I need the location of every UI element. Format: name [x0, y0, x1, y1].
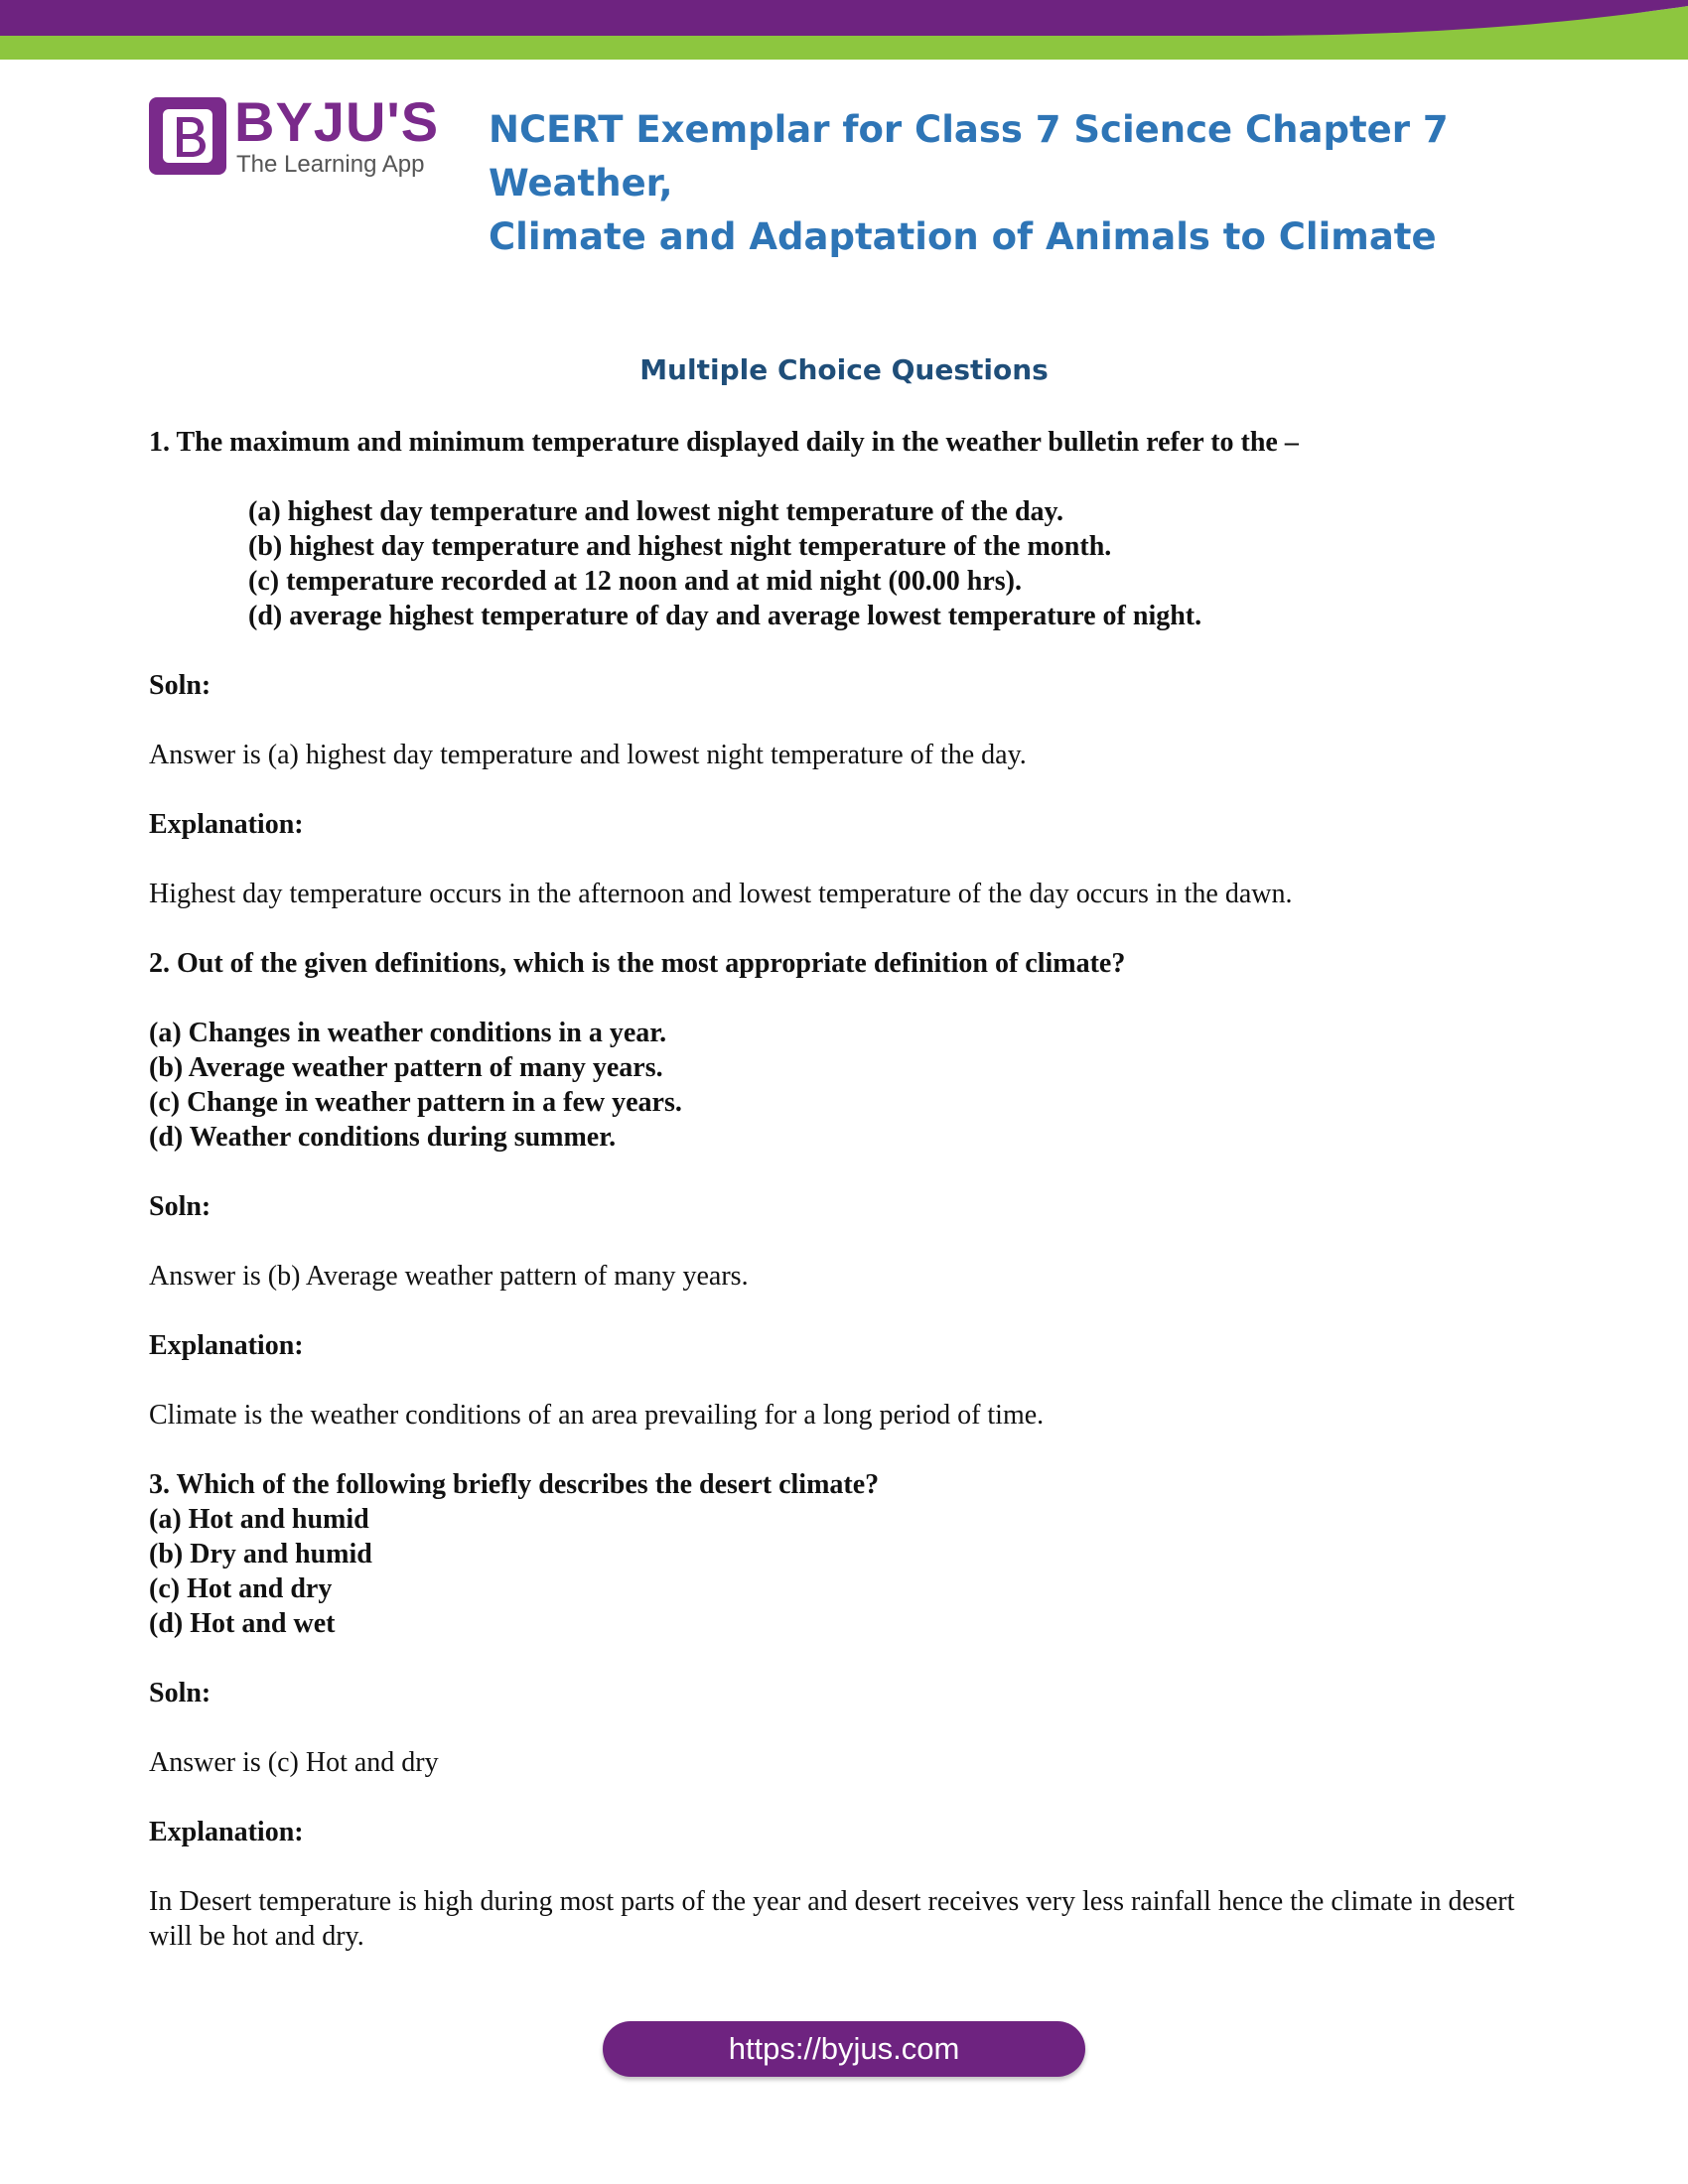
question-2-explanation-label: Explanation: — [149, 1330, 304, 1361]
logo-brand-name: BYJU'S — [234, 90, 440, 153]
question-2-option-a: (a) Changes in weather conditions in a year. — [149, 1018, 667, 1048]
questions-content — [149, 425, 1539, 1954]
logo-tagline: The Learning App — [236, 151, 425, 178]
question-1-option-a: (a) highest day temperature and lowest night temperature of the day. — [248, 496, 1064, 527]
question-3-answer: Answer is (c) Hot and dry — [149, 1747, 439, 1778]
document-title: NCERT Exemplar for Class 7 Science Chapter 7 Weather, Climate and Adaptation of Animals to Climate — [489, 108, 1449, 258]
question-1-option-c: (c) temperature recorded at 12 noon and at mid night (00.00 hrs). — [248, 566, 1023, 597]
question-2-explanation: Climate is the weather conditions of an area prevailing for a long period of time. — [149, 1400, 1045, 1431]
question-3-explanation: In Desert temperature is high during most parts of the year and desert receives very less rainfall hence the climate in desert will be hot and dry. — [149, 1886, 1515, 1952]
question-2-soln-label: Soln: — [149, 1191, 211, 1222]
logo-mark — [149, 97, 226, 175]
question-2-option-b: (b) Average weather pattern of many years. — [149, 1052, 663, 1083]
question-3-soln-label: Soln: — [149, 1678, 211, 1708]
question-2-option-d: (d) Weather conditions during summer. — [149, 1122, 617, 1153]
top-decorative-band — [0, 0, 1688, 60]
question-2-option-c: (c) Change in weather pattern in a few years. — [149, 1087, 682, 1118]
question-1-explanation: Highest day temperature occurs in the afternoon and lowest temperature of the day occurs in the dawn. — [149, 879, 1293, 909]
question-3-explanation-label: Explanation: — [149, 1817, 304, 1847]
footer-url-link[interactable]: https://byjus.com — [603, 2021, 1085, 2077]
question-3-option-b: (b) Dry and humid — [149, 1539, 372, 1570]
logo-b-icon — [161, 107, 214, 165]
question-1-soln-label: Soln: — [149, 670, 211, 701]
question-3-text: 3. Which of the following briefly describes the desert climate? — [149, 1469, 880, 1500]
question-1-explanation-label: Explanation: — [149, 809, 304, 840]
question-3-option-d: (d) Hot and wet — [149, 1608, 336, 1639]
question-2-text: 2. Out of the given definitions, which is the most appropriate definition of climate? — [149, 948, 1126, 979]
question-1-option-b: (b) highest day temperature and highest night temperature of the month. — [248, 531, 1112, 562]
question-1-answer: Answer is (a) highest day temperature and lowest night temperature of the day. — [149, 740, 1027, 770]
question-3-option-a: (a) Hot and humid — [149, 1504, 369, 1535]
byjus-logo — [149, 90, 440, 185]
question-1-option-d: (d) average highest temperature of day and average lowest temperature of night. — [248, 601, 1202, 631]
question-2-answer: Answer is (b) Average weather pattern of many years. — [149, 1261, 749, 1292]
section-heading: Multiple Choice Questions — [639, 353, 1049, 386]
question-1-text: 1. The maximum and minimum temperature displayed daily in the weather bulletin refer to the – — [149, 427, 1299, 458]
question-3-option-c: (c) Hot and dry — [149, 1573, 333, 1604]
